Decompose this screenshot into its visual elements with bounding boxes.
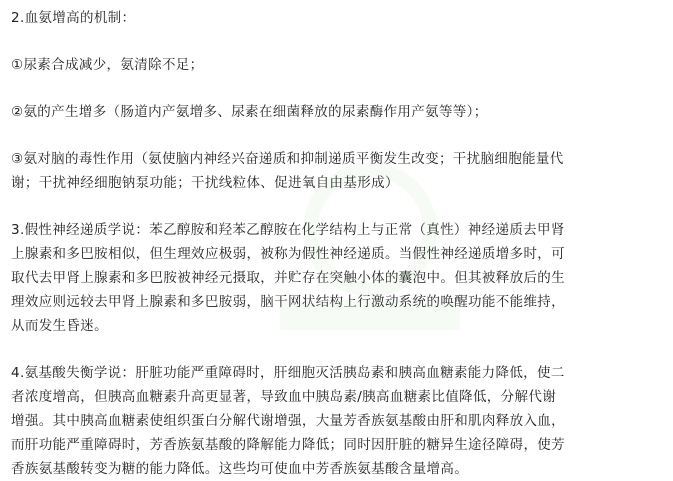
text-line: 理效应则远较去甲肾上腺素和多巴胺弱，脑干网状结构上行激动系统的唤醒功能不能维持，: [11, 294, 565, 310]
text-line: 取代去甲肾上腺素和多巴胺被神经元摄取，并贮存在突触小体的囊泡中。但其被释放后的生: [11, 270, 565, 286]
text-line: 香族氨基酸转变为糖的能力降低。这些均可使血中芳香族氨基酸含量增高。: [11, 461, 469, 477]
text-line: 谢；干扰神经细胞钠泵功能；干扰线粒体、促进氧自由基形成）: [11, 175, 399, 191]
text-line: 增强。其中胰高血糖素使组织蛋白分解代谢增强，大量芳香族氨基酸由肝和肌肉释放入血，: [11, 413, 565, 429]
heading-blood-ammonia: [11, 6, 659, 30]
text-line: 者浓度增高，但胰高血糖素升高更显著，导致血中胰岛素/胰高血糖素比值降低，分解代谢: [11, 389, 557, 405]
point-1: [11, 53, 659, 77]
text-line: 上腺素和多巴胺相似，但生理效应极弱，被称为假性神经递质。当假性神经递质增多时，可: [11, 246, 565, 262]
text-line: ②氨的产生增多（肠道内产氨增多、尿素在细菌释放的尿素酶作用产氨等等）；: [11, 104, 488, 120]
point-3: [11, 147, 659, 195]
text-line: ③氨对脑的毒性作用（氨使脑内神经兴奋递质和抑制递质平衡发生改变；干扰脑细胞能量代: [11, 151, 564, 167]
text-line: ①尿素合成减少，氨清除不足；: [11, 57, 204, 73]
text-line: 4.氨基酸失衡学说：肝脏功能严重障碍时，肝细胞灭活胰岛素和胰高血糖素能力降低，使二: [11, 365, 565, 381]
section-amino-acid-imbalance: [11, 361, 659, 481]
section-false-neurotransmitter: [11, 218, 659, 338]
text-line: 而肝功能严重障碍时，芳香族氨基酸的降解能力降低；同时因肝脏的糖异生途径障碍，使芳: [11, 437, 565, 453]
text-line: 2.血氨增高的机制：: [11, 10, 136, 26]
text-line: 从而发生昏迷。: [11, 318, 108, 334]
point-2: [11, 100, 659, 124]
text-line: 3.假性神经递质学说：苯乙醇胺和羟苯乙醇胺在化学结构上与正常（真性）神经递质去甲肾: [11, 222, 565, 238]
